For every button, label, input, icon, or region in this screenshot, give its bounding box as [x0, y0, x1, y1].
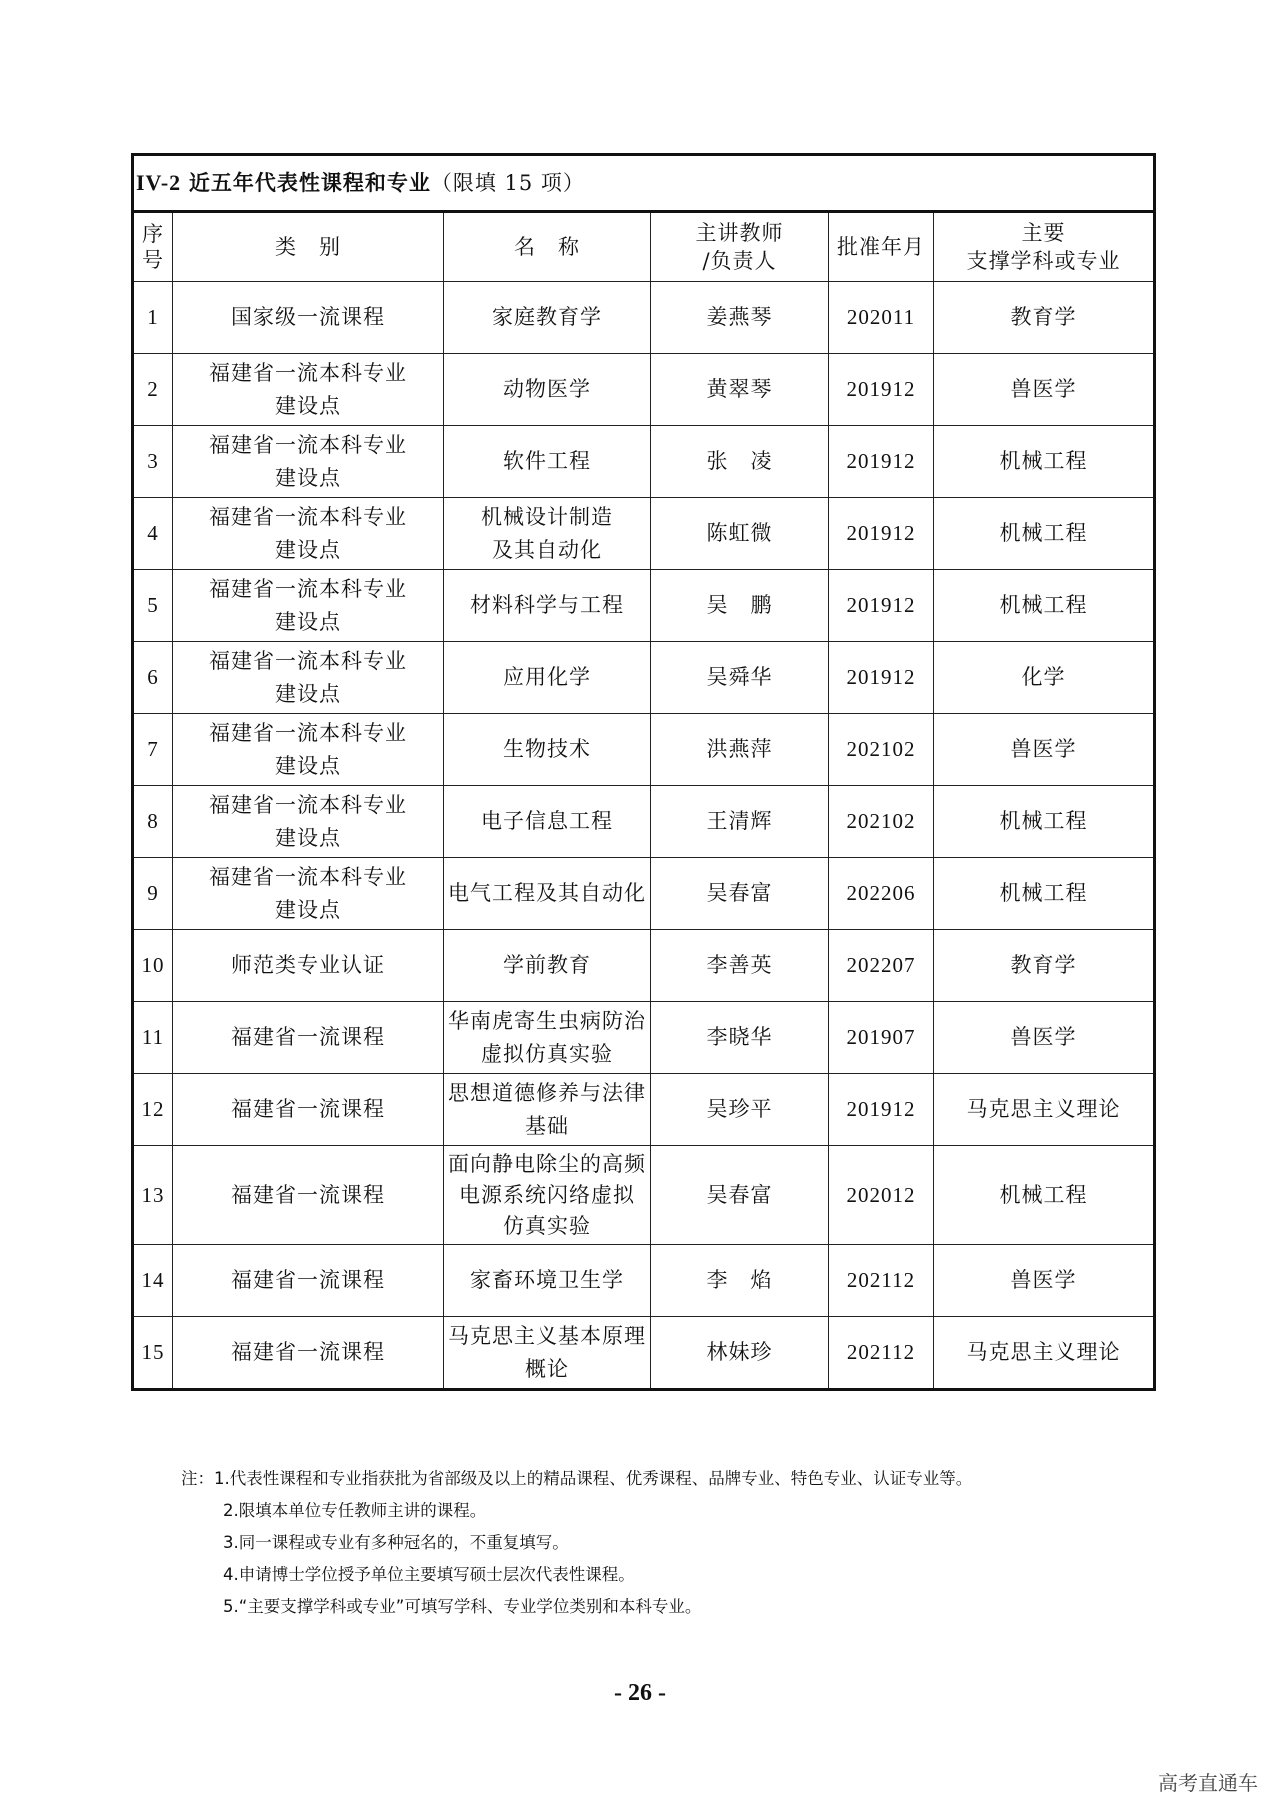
cell-teacher: 李晓华 [651, 1002, 829, 1074]
cell-name: 软件工程 [444, 426, 651, 498]
table-row [133, 498, 1155, 570]
header-name: 名 称 [444, 212, 651, 282]
cell-discipline: 机械工程 [934, 1146, 1155, 1245]
section-title [133, 155, 1155, 212]
cell-name: 应用化学 [444, 642, 651, 714]
section-limit: （限填 15 项） [430, 171, 585, 195]
section-heading: 近五年代表性课程和专业 [188, 170, 431, 195]
cell-date: 202102 [829, 714, 934, 786]
cell-date: 202012 [829, 1146, 934, 1245]
header-date: 批准年月 [829, 212, 934, 282]
page-number: - 26 - [614, 1680, 666, 1706]
cell-name: 思想道德修养与法律 基础 [444, 1074, 651, 1146]
note-1: 注：1.代表性课程和专业指获批为省部级及以上的精品课程、优秀课程、品牌专业、特色专业、认证专业等。 [181, 1469, 973, 1488]
table-row [133, 930, 1155, 1002]
cell-name: 面向静电除尘的高频 电源系统闪络虚拟 仿真实验 [444, 1146, 651, 1245]
table-row [133, 1074, 1155, 1146]
cell-name: 学前教育 [444, 930, 651, 1002]
table-row [133, 714, 1155, 786]
cell-date: 202206 [829, 858, 934, 930]
cell-name: 生物技术 [444, 714, 651, 786]
cell-date: 201912 [829, 1074, 934, 1146]
cell-seq: 3 [133, 426, 173, 498]
cell-teacher: 李 焰 [651, 1245, 829, 1317]
representative-courses-table [131, 153, 1156, 1391]
cell-discipline: 兽医学 [934, 714, 1155, 786]
cell-teacher: 陈虹微 [651, 498, 829, 570]
cell-category: 福建省一流本科专业 建设点 [173, 714, 444, 786]
cell-seq: 6 [133, 642, 173, 714]
cell-name: 动物医学 [444, 354, 651, 426]
cell-seq: 9 [133, 858, 173, 930]
cell-teacher: 李善英 [651, 930, 829, 1002]
cell-category: 福建省一流课程 [173, 1317, 444, 1390]
cell-date: 201912 [829, 354, 934, 426]
cell-teacher: 吴春富 [651, 1146, 829, 1245]
notes [181, 1463, 1135, 1623]
cell-teacher: 王清辉 [651, 786, 829, 858]
cell-seq: 14 [133, 1245, 173, 1317]
cell-category: 福建省一流本科专业 建设点 [173, 426, 444, 498]
cell-teacher: 姜燕琴 [651, 282, 829, 354]
cell-teacher: 黄翠琴 [651, 354, 829, 426]
cell-seq: 5 [133, 570, 173, 642]
table-row [133, 1317, 1155, 1390]
section-code: IV-2 [136, 170, 182, 195]
cell-discipline: 兽医学 [934, 1002, 1155, 1074]
cell-category: 福建省一流本科专业 建设点 [173, 786, 444, 858]
cell-name: 家畜环境卫生学 [444, 1245, 651, 1317]
cell-discipline: 教育学 [934, 930, 1155, 1002]
cell-date: 202112 [829, 1317, 934, 1390]
cell-discipline: 马克思主义理论 [934, 1074, 1155, 1146]
cell-discipline: 兽医学 [934, 1245, 1155, 1317]
header-seq: 序号 [133, 212, 173, 282]
note-5: 5.“主要支撑学科或专业”可填写学科、专业学位类别和本科专业。 [223, 1597, 702, 1616]
cell-date: 202112 [829, 1245, 934, 1317]
cell-name: 机械设计制造 及其自动化 [444, 498, 651, 570]
cell-category: 福建省一流课程 [173, 1074, 444, 1146]
cell-seq: 10 [133, 930, 173, 1002]
cell-teacher: 林妹珍 [651, 1317, 829, 1390]
header-row [133, 212, 1155, 282]
cell-category: 福建省一流本科专业 建设点 [173, 642, 444, 714]
cell-date: 202102 [829, 786, 934, 858]
header-discipline: 主要 支撑学科或专业 [934, 212, 1155, 282]
cell-date: 201912 [829, 426, 934, 498]
cell-seq: 13 [133, 1146, 173, 1245]
cell-category: 福建省一流本科专业 建设点 [173, 570, 444, 642]
cell-discipline: 机械工程 [934, 858, 1155, 930]
header-category: 类 别 [173, 212, 444, 282]
cell-seq: 4 [133, 498, 173, 570]
cell-discipline: 兽医学 [934, 354, 1155, 426]
cell-teacher: 吴珍平 [651, 1074, 829, 1146]
cell-seq: 8 [133, 786, 173, 858]
table-row [133, 1245, 1155, 1317]
cell-discipline: 机械工程 [934, 498, 1155, 570]
cell-name: 材料科学与工程 [444, 570, 651, 642]
cell-seq: 15 [133, 1317, 173, 1390]
cell-seq: 11 [133, 1002, 173, 1074]
table-row [133, 426, 1155, 498]
cell-category: 福建省一流本科专业 建设点 [173, 498, 444, 570]
cell-discipline: 教育学 [934, 282, 1155, 354]
cell-name: 电气工程及其自动化 [444, 858, 651, 930]
table-row [133, 786, 1155, 858]
cell-teacher: 吴 鹏 [651, 570, 829, 642]
note-2: 2.限填本单位专任教师主讲的课程。 [223, 1501, 487, 1520]
cell-seq: 12 [133, 1074, 173, 1146]
cell-teacher: 洪燕萍 [651, 714, 829, 786]
cell-seq: 7 [133, 714, 173, 786]
cell-name: 家庭教育学 [444, 282, 651, 354]
table-row [133, 570, 1155, 642]
cell-category: 师范类专业认证 [173, 930, 444, 1002]
cell-date: 201912 [829, 642, 934, 714]
cell-date: 202011 [829, 282, 934, 354]
header-teacher: 主讲教师 /负责人 [651, 212, 829, 282]
watermark-text: 高考直通车 [1158, 1771, 1258, 1795]
cell-discipline: 机械工程 [934, 786, 1155, 858]
cell-discipline: 马克思主义理论 [934, 1317, 1155, 1390]
cell-seq: 2 [133, 354, 173, 426]
table-row [133, 858, 1155, 930]
cell-teacher: 吴春富 [651, 858, 829, 930]
cell-discipline: 机械工程 [934, 570, 1155, 642]
cell-date: 201912 [829, 498, 934, 570]
note-3: 3.同一课程或专业有多种冠名的，不重复填写。 [223, 1533, 569, 1552]
cell-category: 福建省一流课程 [173, 1146, 444, 1245]
cell-name: 华南虎寄生虫病防治 虚拟仿真实验 [444, 1002, 651, 1074]
cell-discipline: 机械工程 [934, 426, 1155, 498]
table-row [133, 1002, 1155, 1074]
cell-name: 马克思主义基本原理 概论 [444, 1317, 651, 1390]
cell-teacher: 吴舜华 [651, 642, 829, 714]
cell-category: 福建省一流课程 [173, 1002, 444, 1074]
note-4: 4.申请博士学位授予单位主要填写硕士层次代表性课程。 [223, 1565, 635, 1584]
cell-date: 201907 [829, 1002, 934, 1074]
cell-category: 福建省一流本科专业 建设点 [173, 858, 444, 930]
cell-date: 202207 [829, 930, 934, 1002]
cell-name: 电子信息工程 [444, 786, 651, 858]
cell-category: 福建省一流本科专业 建设点 [173, 354, 444, 426]
table-row [133, 642, 1155, 714]
table-row [133, 354, 1155, 426]
cell-discipline: 化学 [934, 642, 1155, 714]
cell-category: 福建省一流课程 [173, 1245, 444, 1317]
table-row [133, 282, 1155, 354]
cell-category: 国家级一流课程 [173, 282, 444, 354]
cell-teacher: 张 凌 [651, 426, 829, 498]
cell-date: 201912 [829, 570, 934, 642]
table-row [133, 1146, 1155, 1245]
cell-seq: 1 [133, 282, 173, 354]
